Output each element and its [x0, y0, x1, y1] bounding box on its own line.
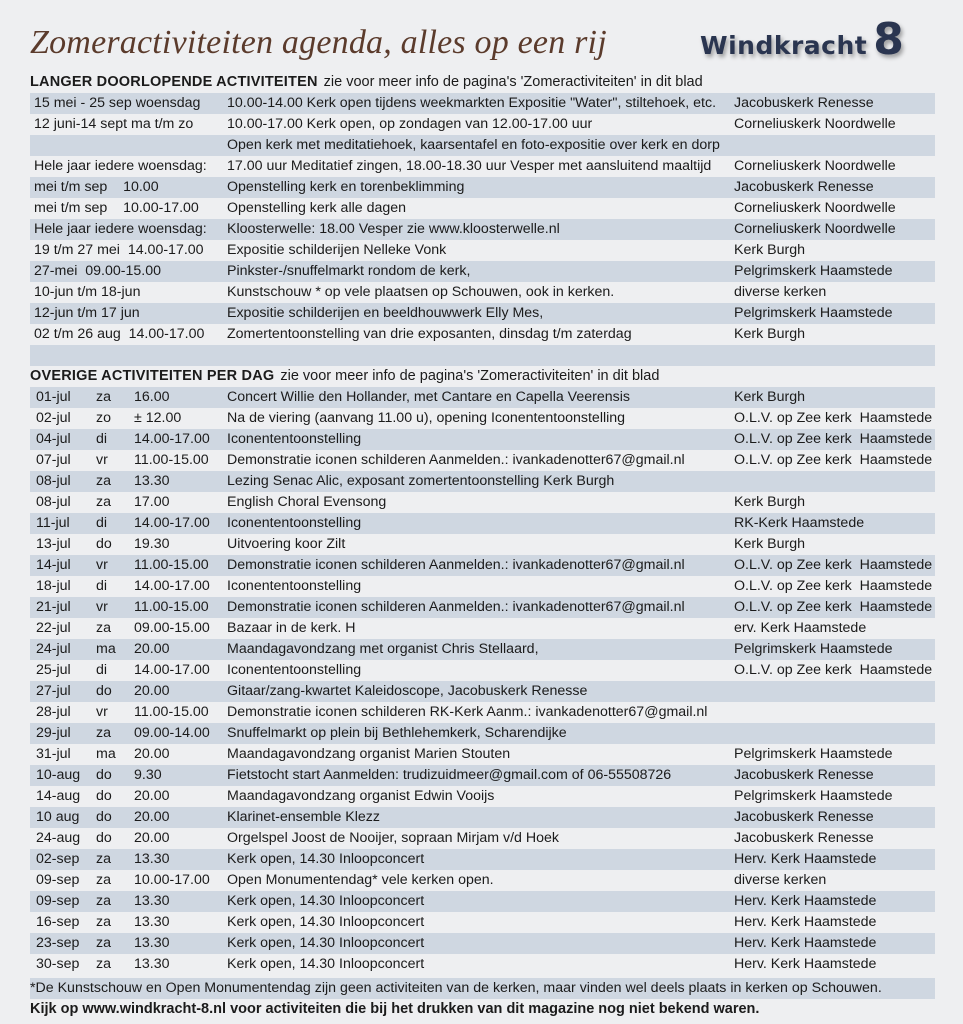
page-title: Zomeractiviteiten agenda, alles op een rij: [30, 24, 607, 61]
activity-cell: Open kerk met meditatiehoek, kaarsentafel en foto-expositie over kerk en dorp: [227, 137, 720, 153]
location-cell: Herv. Kerk Haamstede: [734, 914, 877, 930]
daily-row: [30, 387, 935, 408]
time-cell: 11.00-15.00: [134, 599, 209, 615]
location-cell: Jacobuskerk Renesse: [734, 767, 874, 783]
date-cell: 18-jul: [36, 578, 71, 594]
location-cell: Corneliuskerk Noordwelle: [734, 116, 896, 132]
day-cell: za: [96, 494, 111, 510]
day-cell: za: [96, 935, 111, 951]
logo-number: 8: [873, 14, 904, 65]
when-cell: 12 juni-14 sept ma t/m zo: [34, 116, 194, 132]
date-cell: 01-jul: [36, 389, 71, 405]
day-cell: do: [96, 809, 112, 825]
location-cell: Herv. Kerk Haamstede: [734, 935, 877, 951]
day-cell: do: [96, 830, 112, 846]
time-cell: 13.30: [134, 956, 170, 972]
time-cell: 09.00-14.00: [134, 725, 210, 741]
time-cell: 20.00: [134, 641, 170, 657]
location-cell: Pelgrimskerk Haamstede: [734, 746, 893, 762]
date-cell: 04-jul: [36, 431, 71, 447]
when-cell: mei t/m sep 10.00-17.00: [34, 200, 199, 216]
daily-row: [30, 912, 935, 933]
activity-cell: Bazaar in de kerk. H: [227, 620, 356, 636]
time-cell: 17.00: [134, 494, 170, 510]
location-cell: O.L.V. op Zee kerk Haamstede: [734, 578, 933, 594]
when-cell: 02 t/m 26 aug 14.00-17.00: [34, 326, 205, 342]
section-title: OVERIGE ACTIVITEITEN PER DAG: [30, 368, 275, 384]
section-title: LANGER DOORLOPENDE ACTIVITEITEN: [30, 74, 318, 90]
daily-row: [30, 429, 935, 450]
section-note: zie voor meer info de pagina's 'Zomeractiviteiten' in dit blad: [280, 368, 660, 384]
ongoing-row: [30, 177, 935, 198]
location-cell: Herv. Kerk Haamstede: [734, 851, 877, 867]
day-cell: di: [96, 515, 108, 531]
daily-row: [30, 849, 935, 870]
date-cell: 07-jul: [36, 452, 71, 468]
daily-row: [30, 450, 935, 471]
ongoing-row: [30, 303, 935, 324]
when-cell: 10-jun t/m 18-jun: [34, 284, 141, 300]
time-cell: 11.00-15.00: [134, 557, 209, 573]
logo-word: Windkracht: [700, 31, 868, 60]
date-cell: 02-jul: [36, 410, 71, 426]
date-cell: 27-jul: [36, 683, 71, 699]
time-cell: 09.00-15.00: [134, 620, 210, 636]
daily-row: [30, 513, 935, 534]
daily-row: [30, 744, 935, 765]
day-cell: za: [96, 620, 111, 636]
location-cell: Herv. Kerk Haamstede: [734, 893, 877, 909]
daily-row: [30, 807, 935, 828]
activity-cell: Demonstratie iconen schilderen Aanmelden.: ivankadenotter67@gmail.nl: [227, 452, 685, 468]
time-cell: 14.00-17.00: [134, 431, 210, 447]
activity-cell: Expositie schilderijen Nelleke Vonk: [227, 242, 447, 258]
ongoing-row: [30, 261, 935, 282]
activity-cell: Maandagavondzang organist Edwin Vooijs: [227, 788, 495, 804]
location-cell: O.L.V. op Zee kerk Haamstede: [734, 431, 933, 447]
activity-cell: Uitvoering koor Zilt: [227, 536, 346, 552]
day-cell: za: [96, 851, 111, 867]
activity-cell: Na de viering (aanvang 11.00 u), opening Iconententoonstelling: [227, 410, 626, 426]
time-cell: 13.30: [134, 473, 170, 489]
daily-row: [30, 723, 935, 744]
location-cell: Pelgrimskerk Haamstede: [734, 305, 893, 321]
location-cell: O.L.V. op Zee kerk Haamstede: [734, 557, 933, 573]
date-cell: 30-sep: [36, 956, 80, 972]
time-cell: 13.30: [134, 893, 170, 909]
activity-cell: Kerk open, 14.30 Inloopconcert: [227, 914, 425, 930]
ongoing-row: [30, 135, 935, 156]
activity-cell: Orgelspel Joost de Nooijer, sopraan Mirjam v/d Hoek: [227, 830, 559, 846]
section-heading-ongoing: [30, 72, 935, 93]
time-cell: 14.00-17.00: [134, 515, 210, 531]
day-cell: za: [96, 956, 111, 972]
activity-cell: 17.00 uur Meditatief zingen, 18.00-18.30 uur Vesper met aansluitend maaltijd: [227, 158, 712, 174]
activity-cell: Iconententoonstelling: [227, 578, 362, 594]
date-cell: 25-jul: [36, 662, 71, 678]
ongoing-row: [30, 240, 935, 261]
location-cell: Pelgrimskerk Haamstede: [734, 263, 893, 279]
time-cell: 13.30: [134, 851, 170, 867]
daily-row: [30, 891, 935, 912]
when-cell: 12-jun t/m 17 jun: [34, 305, 140, 321]
date-cell: 14-jul: [36, 557, 71, 573]
day-cell: do: [96, 536, 112, 552]
time-cell: 10.00-17.00: [134, 872, 210, 888]
time-cell: 11.00-15.00: [134, 704, 209, 720]
location-cell: erv. Kerk Haamstede: [734, 620, 867, 636]
date-cell: 13-jul: [36, 536, 71, 552]
footer-website-line: Kijk op www.windkracht-8.nl voor activiteiten die bij het drukken van dit magazine nog niet bekend waren.: [30, 1001, 760, 1017]
ongoing-row: [30, 324, 935, 345]
location-cell: O.L.V. op Zee kerk Haamstede: [734, 599, 933, 615]
section-note: zie voor meer info de pagina's 'Zomeractiviteiten' in dit blad: [323, 74, 703, 90]
location-cell: Kerk Burgh: [734, 389, 805, 405]
time-cell: 20.00: [134, 809, 170, 825]
location-cell: Corneliuskerk Noordwelle: [734, 158, 896, 174]
date-cell: 14-aug: [36, 788, 81, 804]
activity-cell: Klarinet-ensemble Klezz: [227, 809, 380, 825]
date-cell: 21-jul: [36, 599, 71, 615]
activity-cell: Kerk open, 14.30 Inloopconcert: [227, 956, 425, 972]
date-cell: 31-jul: [36, 746, 71, 762]
daily-row: [30, 660, 935, 681]
date-cell: 24-aug: [36, 830, 81, 846]
daily-row: [30, 702, 935, 723]
day-cell: za: [96, 725, 111, 741]
daily-row: [30, 534, 935, 555]
activity-cell: Gitaar/zang-kwartet Kaleidoscope, Jacobuskerk Renesse: [227, 683, 588, 699]
daily-row: [30, 870, 935, 891]
location-cell: diverse kerken: [734, 284, 827, 300]
day-cell: ma: [96, 641, 116, 657]
time-cell: 14.00-17.00: [134, 662, 210, 678]
day-cell: za: [96, 914, 111, 930]
day-cell: vr: [96, 452, 108, 468]
ongoing-row: [30, 198, 935, 219]
daily-row: [30, 618, 935, 639]
date-cell: 10 aug: [36, 809, 80, 825]
activity-cell: English Choral Evensong: [227, 494, 387, 510]
location-cell: diverse kerken: [734, 872, 827, 888]
day-cell: vr: [96, 557, 108, 573]
activity-cell: Concert Willie den Hollander, met Cantare en Capella Veerensis: [227, 389, 630, 405]
activity-cell: Pinkster-/snuffelmarkt rondom de kerk,: [227, 263, 471, 279]
when-cell: mei t/m sep 10.00: [34, 179, 159, 195]
time-cell: ± 12.00: [134, 410, 182, 426]
day-cell: di: [96, 431, 108, 447]
daily-row: [30, 681, 935, 702]
daily-row: [30, 408, 935, 429]
location-cell: O.L.V. op Zee kerk Haamstede: [734, 452, 933, 468]
date-cell: 29-jul: [36, 725, 71, 741]
daily-row: [30, 576, 935, 597]
time-cell: 14.00-17.00: [134, 578, 210, 594]
daily-row: [30, 639, 935, 660]
daily-row: [30, 471, 935, 492]
activity-cell: Iconententoonstelling: [227, 431, 362, 447]
location-cell: Jacobuskerk Renesse: [734, 809, 874, 825]
activity-cell: Kerk open, 14.30 Inloopconcert: [227, 893, 425, 909]
location-cell: Corneliuskerk Noordwelle: [734, 200, 896, 216]
location-cell: RK-Kerk Haamstede: [734, 515, 865, 531]
daily-row: [30, 786, 935, 807]
time-cell: 20.00: [134, 830, 170, 846]
activity-cell: Demonstratie iconen schilderen Aanmelden.: ivankadenotter67@gmail.nl: [227, 557, 685, 573]
activity-cell: Kerk open, 14.30 Inloopconcert: [227, 851, 425, 867]
activity-cell: Openstelling kerk en torenbeklimming: [227, 179, 465, 195]
time-cell: 20.00: [134, 788, 170, 804]
activity-cell: Iconententoonstelling: [227, 515, 362, 531]
day-cell: vr: [96, 704, 108, 720]
when-cell: 19 t/m 27 mei 14.00-17.00: [34, 242, 204, 258]
ongoing-row: [30, 219, 935, 240]
location-cell: Jacobuskerk Renesse: [734, 95, 874, 111]
ongoing-row: [30, 282, 935, 303]
activity-cell: Open Monumentendag* vele kerken open.: [227, 872, 494, 888]
activity-cell: Snuffelmarkt op plein bij Bethlehemkerk, Scharendijke: [227, 725, 567, 741]
day-cell: za: [96, 893, 111, 909]
time-cell: 13.30: [134, 914, 170, 930]
time-cell: 16.00: [134, 389, 170, 405]
ongoing-row: [30, 345, 935, 366]
activity-cell: Openstelling kerk alle dagen: [227, 200, 407, 216]
daily-row: [30, 765, 935, 786]
date-cell: 16-sep: [36, 914, 80, 930]
location-cell: Pelgrimskerk Haamstede: [734, 641, 893, 657]
day-cell: zo: [96, 410, 111, 426]
activity-cell: 10.00-17.00 Kerk open, op zondagen van 12.00-17.00 uur: [227, 116, 593, 132]
activity-cell: Zomertentoonstelling van drie exposanten, dinsdag t/m zaterdag: [227, 326, 632, 342]
footer-note: *De Kunstschouw en Open Monumentendag zijn geen activiteiten van de kerken, maar vinden wel deels plaats in kerken op Schouwen.: [30, 978, 935, 999]
activity-cell: Maandagavondzang organist Marien Stouten: [227, 746, 511, 762]
windkracht-logo: [700, 14, 904, 65]
daily-row: [30, 954, 935, 975]
location-cell: Kerk Burgh: [734, 536, 805, 552]
location-cell: Kerk Burgh: [734, 326, 805, 342]
daily-row: [30, 597, 935, 618]
activity-cell: Demonstratie iconen schilderen Aanmelden.: ivankadenotter67@gmail.nl: [227, 599, 685, 615]
date-cell: 08-jul: [36, 473, 71, 489]
location-cell: Jacobuskerk Renesse: [734, 830, 874, 846]
time-cell: 20.00: [134, 746, 170, 762]
time-cell: 19.30: [134, 536, 170, 552]
activity-cell: Kunstschouw * op vele plaatsen op Schouwen, ook in kerken.: [227, 284, 615, 300]
time-cell: 20.00: [134, 683, 170, 699]
when-cell: 27-mei 09.00-15.00: [34, 263, 161, 279]
location-cell: Corneliuskerk Noordwelle: [734, 221, 896, 237]
ongoing-row: [30, 114, 935, 135]
daily-row: [30, 828, 935, 849]
date-cell: 22-jul: [36, 620, 71, 636]
day-cell: do: [96, 788, 112, 804]
date-cell: 23-sep: [36, 935, 80, 951]
time-cell: 13.30: [134, 935, 170, 951]
daily-row: [30, 555, 935, 576]
activity-cell: Maandagavondzang met organist Chris Stellaard,: [227, 641, 539, 657]
location-cell: Kerk Burgh: [734, 242, 805, 258]
location-cell: O.L.V. op Zee kerk Haamstede: [734, 410, 933, 426]
location-cell: Herv. Kerk Haamstede: [734, 956, 877, 972]
location-cell: Jacobuskerk Renesse: [734, 179, 874, 195]
ongoing-row: [30, 156, 935, 177]
day-cell: do: [96, 683, 112, 699]
activity-cell: Demonstratie iconen schilderen RK-Kerk Aanm.: ivankadenotter67@gmail.nl: [227, 704, 708, 720]
activity-cell: Kerk open, 14.30 Inloopconcert: [227, 935, 425, 951]
activity-cell: Fietstocht start Aanmelden: trudizuidmeer@gmail.com of 06-55508726: [227, 767, 672, 783]
section-heading-daily: [30, 366, 935, 387]
time-cell: 9.30: [134, 767, 162, 783]
day-cell: za: [96, 872, 111, 888]
date-cell: 10-aug: [36, 767, 81, 783]
daily-row: [30, 492, 935, 513]
day-cell: vr: [96, 599, 108, 615]
day-cell: za: [96, 389, 111, 405]
when-cell: Hele jaar iedere woensdag:: [34, 221, 207, 237]
date-cell: 02-sep: [36, 851, 80, 867]
date-cell: 11-jul: [36, 515, 70, 531]
daily-row: [30, 933, 935, 954]
day-cell: ma: [96, 746, 116, 762]
day-cell: za: [96, 473, 111, 489]
location-cell: Kerk Burgh: [734, 494, 805, 510]
day-cell: di: [96, 662, 108, 678]
activity-cell: Expositie schilderijen en beeldhouwwerk Elly Mes,: [227, 305, 544, 321]
activity-cell: 10.00-14.00 Kerk open tijdens weekmarkten Expositie "Water", stiltehoek, etc.: [227, 95, 717, 111]
day-cell: do: [96, 767, 112, 783]
when-cell: 15 mei - 25 sep woensdag: [34, 95, 201, 111]
time-cell: 11.00-15.00: [134, 452, 209, 468]
day-cell: di: [96, 578, 108, 594]
date-cell: 09-sep: [36, 872, 80, 888]
activity-cell: Kloosterwelle: 18.00 Vesper zie www.kloosterwelle.nl: [227, 221, 560, 237]
location-cell: O.L.V. op Zee kerk Haamstede: [734, 662, 933, 678]
date-cell: 24-jul: [36, 641, 71, 657]
ongoing-row: [30, 93, 935, 114]
location-cell: Pelgrimskerk Haamstede: [734, 788, 893, 804]
activity-cell: Lezing Senac Alic, exposant zomertentoonstelling Kerk Burgh: [227, 473, 615, 489]
activity-cell: Iconententoonstelling: [227, 662, 362, 678]
date-cell: 08-jul: [36, 494, 71, 510]
date-cell: 09-sep: [36, 893, 80, 909]
when-cell: Hele jaar iedere woensdag:: [34, 158, 207, 174]
date-cell: 28-jul: [36, 704, 71, 720]
